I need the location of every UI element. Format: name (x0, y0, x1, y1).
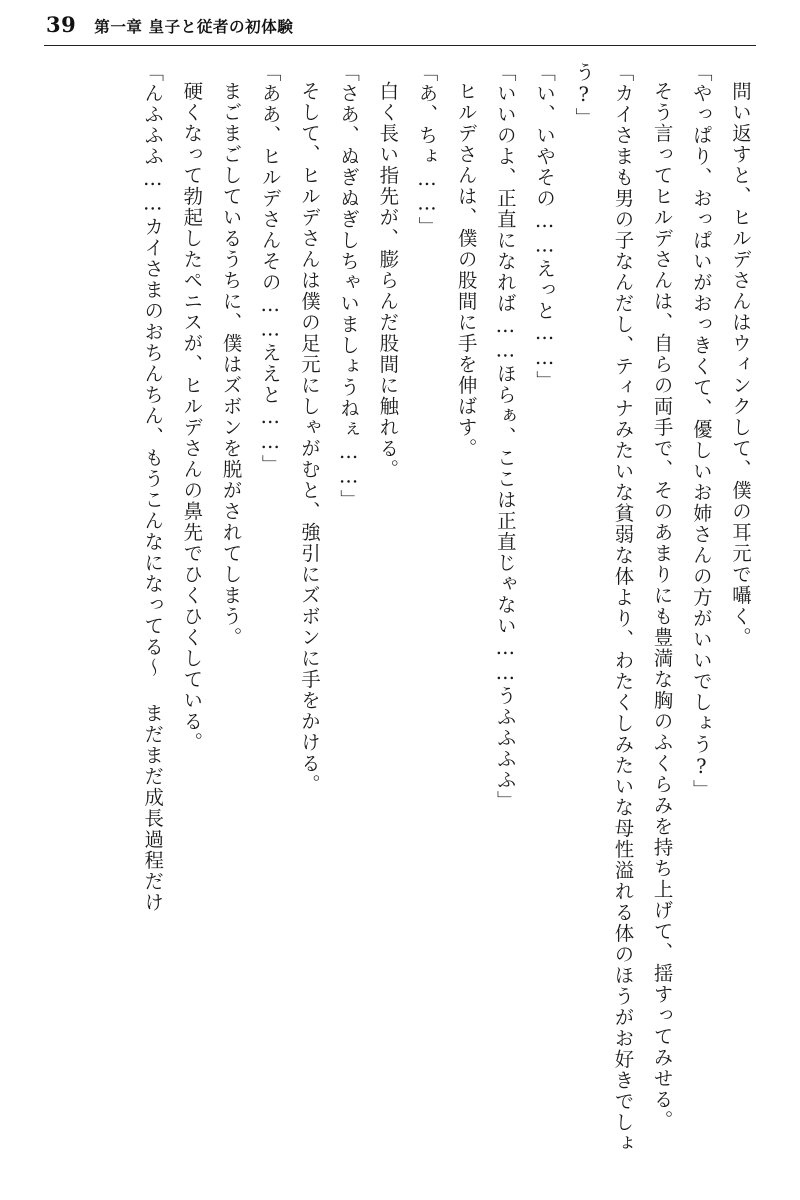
vertical-text-block (38, 62, 760, 1194)
paragraph: 「カイさまも男の子なんだし、ティナみたいな貧弱な体より、わたくしみたいな母性溢れる体のほうがお好きでしょう?」 (572, 62, 635, 1154)
paragraph: 「んふふふ……カイさまのおちんちん、もうこんなになってる〜 まだまだ成長過程だけ (141, 62, 165, 913)
paragraph: そう言ってヒルデさんは、自らの両手で、そのあまりにも豊満な胸のふくらみを持ち上げて、揺すってみせる。 (650, 81, 674, 1132)
body-text-area (38, 62, 760, 1194)
paragraph: ヒルデさんは、僕の股間に手を伸ばす。 (454, 81, 478, 460)
paragraph: 「さあ、ぬぎぬぎしちゃいましょうねぇ……」 (337, 62, 361, 511)
running-head: 第一章 皇子と従者の初体験 (94, 17, 294, 36)
paragraph: 白く長い指先が、膨らんだ股間に触れる。 (376, 81, 400, 481)
page-header (46, 14, 754, 44)
paragraph: 「いいのよ、正直になれば……ほらぁ、ここは正直じゃない……うふふふふ」 (493, 62, 517, 812)
paragraph: 「やっぱり、おっぱいがおっきくて、優しいお姉さんの方がいいでしょう?」 (689, 62, 713, 801)
paragraph: そして、ヒルデさんは僕の足元にしゃがむと、強引にズボンに手をかける。 (297, 81, 321, 796)
page-number: 39 (46, 12, 77, 37)
paragraph: 「ああ、ヒルデさんその……ええと……」 (258, 62, 282, 476)
paragraph: 「い、いやその……えっと……」 (533, 62, 557, 392)
paragraph: まごまごしているうちに、僕はズボンを脱がされてしまう。 (219, 81, 243, 649)
paragraph: 硬くなって勃起したペニスが、ヒルデさんの鼻先でひくひくしている。 (180, 81, 204, 754)
header-divider (44, 45, 756, 46)
paragraph: 「あ、ちょ……」 (415, 62, 439, 238)
paragraph: 問い返すと、ヒルデさんはウィンクして、僕の耳元で囁く。 (729, 81, 752, 649)
